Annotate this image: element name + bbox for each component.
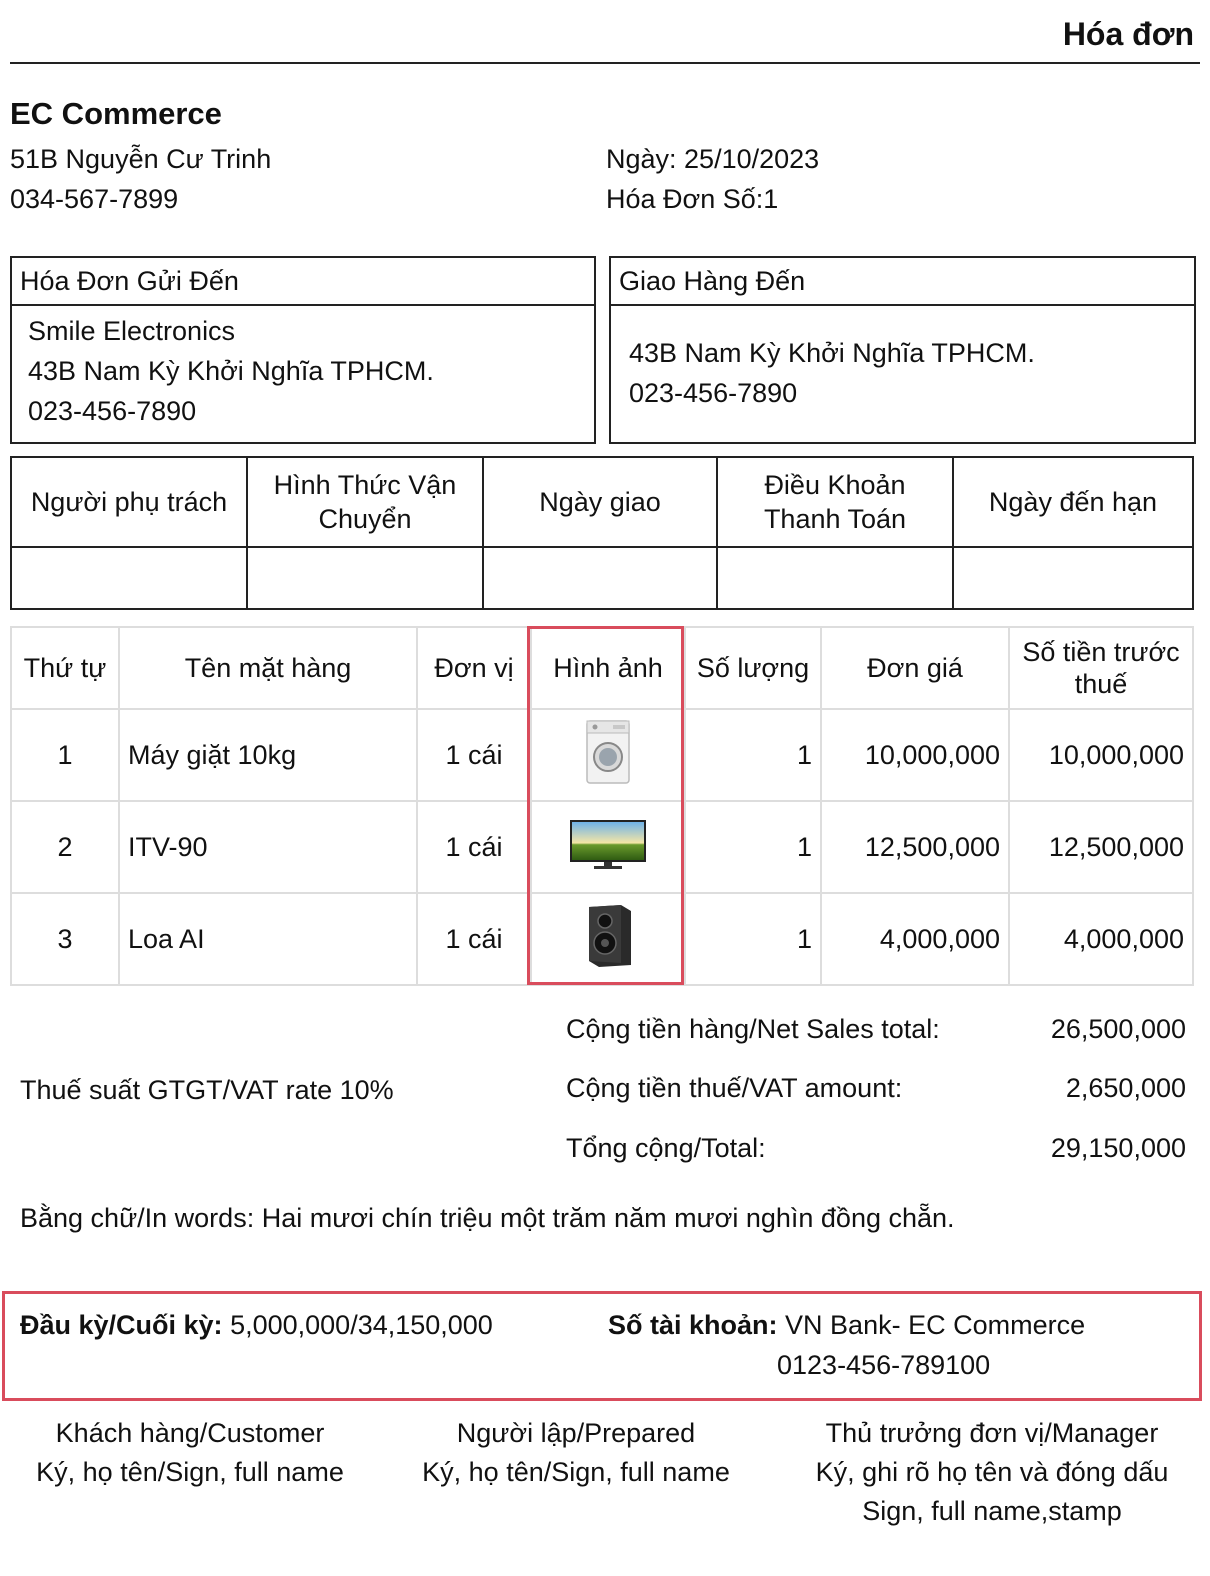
- signature-prepared: [396, 1414, 756, 1492]
- header-divider: [10, 62, 1200, 64]
- items-table: [10, 626, 1194, 986]
- item-qty: 1: [685, 709, 821, 801]
- signature-customer: [10, 1414, 370, 1492]
- item-qty: 1: [685, 801, 821, 893]
- item-no: 1: [11, 709, 119, 801]
- meta-header-delivery-date: Ngày giao: [483, 457, 717, 547]
- signature-instruction-en: Sign, full name,stamp: [862, 1496, 1122, 1526]
- items-header-image: Hình ảnh: [531, 627, 685, 709]
- item-qty: 1: [685, 893, 821, 985]
- washing-machine-icon: [585, 719, 631, 785]
- item-amount: 12,500,000: [1009, 801, 1193, 893]
- signature-instruction: Ký, ghi rõ họ tên và đóng dấu: [815, 1457, 1169, 1487]
- vat-amount-value: 2,650,000: [1065, 1073, 1186, 1103]
- table-row: [11, 893, 1193, 985]
- amount-in-words: Bằng chữ/In words: Hai mươi chín triệu một trăm năm mươi nghìn đồng chẵn.: [20, 1203, 955, 1233]
- items-header-price: Đơn giá: [821, 627, 1009, 709]
- ship-to-box: [609, 256, 1196, 444]
- item-name: ITV-90: [119, 801, 417, 893]
- meta-header-person: Người phụ trách: [11, 457, 247, 547]
- item-name: Máy giặt 10kg: [119, 709, 417, 801]
- item-price: 4,000,000: [821, 893, 1009, 985]
- item-price: 12,500,000: [821, 801, 1009, 893]
- seller-phone: 034-567-7899: [10, 184, 179, 214]
- invoice-number: Hóa Đơn Số:1: [606, 184, 779, 214]
- items-header-qty: Số lượng: [685, 627, 821, 709]
- speaker-icon: [581, 903, 635, 969]
- vat-rate-label: Thuế suất GTGT/VAT rate 10%: [20, 1075, 394, 1105]
- period-label: Đầu kỳ/Cuối kỳ:: [20, 1310, 223, 1340]
- meta-value-shipping: [247, 547, 483, 609]
- meta-value-due-date: [953, 547, 1193, 609]
- ship-to-address: 43B Nam Kỳ Khởi Nghĩa TPHCM.: [629, 338, 1035, 368]
- item-amount: 10,000,000: [1009, 709, 1193, 801]
- meta-header-due-date: Ngày đến hạn: [953, 457, 1193, 547]
- signature-title: Người lập/Prepared: [456, 1418, 696, 1448]
- grand-total-value: 29,150,000: [1050, 1133, 1186, 1163]
- items-header-name: Tên mặt hàng: [119, 627, 417, 709]
- order-meta-table: [10, 456, 1194, 610]
- account-name: VN Bank- EC Commerce: [785, 1310, 1086, 1340]
- ship-to-heading: Giao Hàng Đến: [611, 258, 1194, 306]
- ship-to-phone: 023-456-7890: [629, 378, 798, 408]
- seller-name: EC Commerce: [10, 96, 222, 131]
- bank-info-box: [2, 1291, 1202, 1401]
- bill-to-name: Smile Electronics: [28, 316, 236, 346]
- signature-instruction: Ký, họ tên/Sign, full name: [422, 1457, 730, 1487]
- item-unit: 1 cái: [417, 893, 531, 985]
- account-label: Số tài khoản:: [608, 1310, 778, 1340]
- vat-amount-label: Cộng tiền thuế/VAT amount:: [566, 1073, 903, 1103]
- period-value: 5,000,000/34,150,000: [230, 1310, 493, 1340]
- bill-to-heading: Hóa Đơn Gửi Đến: [12, 258, 594, 306]
- item-no: 2: [11, 801, 119, 893]
- account-number: 0123-456-789100: [777, 1350, 991, 1380]
- bill-to-box: [10, 256, 596, 444]
- meta-value-person: [11, 547, 247, 609]
- signature-manager: [792, 1414, 1192, 1531]
- signature-instruction: Ký, họ tên/Sign, full name: [36, 1457, 344, 1487]
- bank-account: [608, 1310, 1085, 1341]
- meta-header-payment-terms: Điều Khoản Thanh Toán: [717, 457, 953, 547]
- seller-address: 51B Nguyễn Cư Trinh: [10, 144, 272, 174]
- table-row: [11, 801, 1193, 893]
- signature-title: Thủ trưởng đơn vị/Manager: [825, 1418, 1159, 1448]
- item-name: Loa AI: [119, 893, 417, 985]
- meta-value-delivery-date: [483, 547, 717, 609]
- television-icon: [568, 816, 648, 872]
- grand-total-label: Tổng cộng/Total:: [566, 1133, 766, 1163]
- item-image: [531, 709, 685, 801]
- document-title: Hóa đơn: [1062, 16, 1194, 52]
- invoice-date: Ngày: 25/10/2023: [606, 144, 820, 174]
- bill-to-phone: 023-456-7890: [28, 396, 197, 426]
- item-image: [531, 801, 685, 893]
- item-image: [531, 893, 685, 985]
- item-unit: 1 cái: [417, 709, 531, 801]
- items-header-unit: Đơn vị: [417, 627, 531, 709]
- table-row: [11, 709, 1193, 801]
- signature-title: Khách hàng/Customer: [55, 1418, 325, 1448]
- period-balance: [20, 1310, 493, 1341]
- item-amount: 4,000,000: [1009, 893, 1193, 985]
- meta-value-payment-terms: [717, 547, 953, 609]
- bill-to-address: 43B Nam Kỳ Khởi Nghĩa TPHCM.: [28, 356, 434, 386]
- items-header-amount: Số tiền trước thuế: [1009, 627, 1193, 709]
- item-no: 3: [11, 893, 119, 985]
- net-total-value: 26,500,000: [1050, 1014, 1186, 1044]
- item-unit: 1 cái: [417, 801, 531, 893]
- items-header-no: Thứ tự: [11, 627, 119, 709]
- net-total-label: Cộng tiền hàng/Net Sales total:: [566, 1014, 940, 1044]
- meta-header-shipping: Hình Thức Vận Chuyển: [247, 457, 483, 547]
- item-price: 10,000,000: [821, 709, 1009, 801]
- items-header-row: [11, 627, 1193, 709]
